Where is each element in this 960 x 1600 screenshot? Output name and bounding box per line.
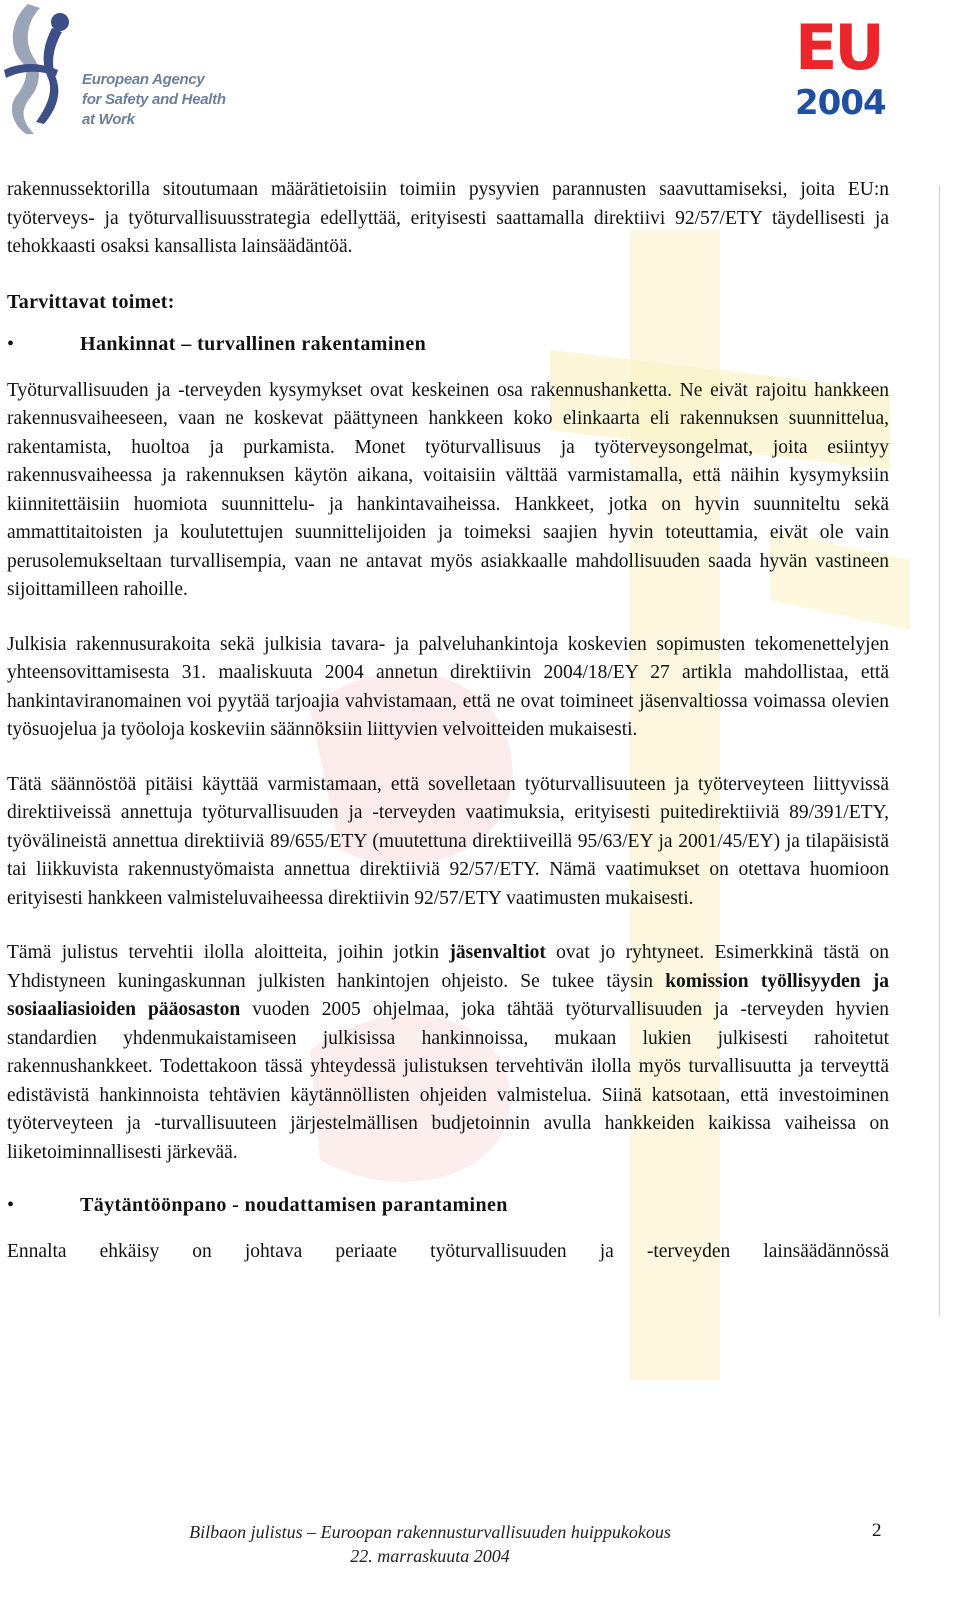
- bullet-heading-procurement: [7, 330, 889, 359]
- footer-title: Bilbaon julistus – Euroopan rakennusturvallisuuden huippukokous: [189, 1522, 671, 1542]
- paragraph-prevention: Ennalta ehkäisy on johtava periaate työturvallisuuden ja -terveyden lainsäädännössä: [7, 1240, 889, 1262]
- paragraph-member-state-initiatives: [7, 939, 889, 1167]
- paragraph-directives-requirements: Tätä säännöstöä pitäisi käyttää varmistamaan, että sovelletaan työturvallisuuteen ja työterveyteen liittyvissä direktiiveissä annettuja työturvallisuuden ja -terveyden vaatimuksia, erityisesti puitedirektiiviä 89/391/ETY, työvälineistä annettua direktiiviä 89/655/ETY (muutettuna direktiiveillä 95/63/EY ja 2001/45/EY) ja tilapäisistä tai liikkuvista rakennustyömaista annettua direktiiviä 92/57/ETY. Nämä vaatimukset on otettava huomioon erityisesti hankkeen valmisteluvaiheessa direktiivin 92/57/ETY vaatimusten mukaisesti.: [7, 773, 889, 909]
- p5-text-c: ovat jo ryhtyneet. Esimerkkinä tästä on Yhdistyneen kuningaskunnan julkisten hankintojen ohjeisto. Se tukee täysin: [7, 942, 890, 992]
- agency-logo: [0, 0, 226, 138]
- bullet-heading-procurement-text: Hankinnat – turvallinen rakentaminen: [80, 333, 427, 355]
- eu-osha-figure-logo-icon: [0, 0, 90, 138]
- p5-bold-commission-dg: komission työllisyyden ja sosiaaliasioiden pääosaston: [7, 970, 889, 1020]
- bullet-icon: •: [7, 333, 15, 355]
- document-body: [7, 176, 889, 1266]
- page-number: 2: [872, 1520, 882, 1541]
- page-footer: [150, 1520, 710, 1568]
- bullet-heading-enforcement-text: Täytäntöönpano - noudattamisen parantaminen: [80, 1194, 508, 1216]
- eu-logo-year: 2004: [795, 83, 886, 123]
- actions-heading: Tarvittavat toimet:: [7, 290, 175, 313]
- paragraph-procurement: Työturvallisuuden ja -terveyden kysymykset ovat keskeinen osa rakennushanketta. Ne eivät rajoitu hankkeen rakennusvaiheeseen, vaan ne koskevat päättyneen hankkeen koko elinkaarta eli rakennuksen suunnittelua, rakentamista, huoltoa ja purkamista. Monet työturvallisuus ja työterveysongelmat, joita esiintyy rakennusvaiheessa ja rakennuksen käytön aikana, voitaisiin välttää varmistamalla, että näihin kysymyksiin kiinnitettäisiin huomiota suunnittelu- ja hankintavaiheissa. Hankkeet, jotka on hyvin suunniteltu sekä ammattitaitoisten ja koulutettujen suunnittelijoiden ja toimeksi saajien hyvin toteuttamia, eivät ole vain perusolemukseltaan turvallisempia, vaan ne antavat myös asiakkaalle mahdollisuuden saada hyvän vastineen sijoittamilleen rahoille.: [7, 379, 889, 600]
- bullet-icon: •: [7, 1194, 15, 1216]
- agency-name-line-1: European Agency: [82, 71, 205, 88]
- paragraph-intro-continuation: rakennussektorilla sitoutumaan määrätietoisiin toimiin pysyvien parannusten saavuttamiseksi, joita EU:n työterveys- ja työturvallisuusstrategia edellyttää, erityisesti saattamalla direktiivi 92/57/ETY täydellisesti ja tehokkaasti osaksi kansallista lainsäädäntöä.: [7, 179, 889, 257]
- footer-date: 22. marraskuuta 2004: [350, 1546, 510, 1566]
- p5-text-e: vuoden 2005 ohjelmaa, joka tähtää työturvallisuuden ja -terveyden hyvien standardien yhdenmukaistamiseen julkisissa hankinnoissa, mukaan lukien julkisesti rahoitetut rakennushankkeet. Todettakoon tässä yhteydessä julistuksen tervehtivän ilolla myös turvallisuutta ja terveyttä edistävistä hankinnoista tehtävien käytännöllisten ohjeiden valmistelua. Siinä katsotaan, että investoiminen työterveyteen ja -turvallisuuteen järjestelmällisen budjetoinnin avulla hankkeiden kaikissa vaiheissa on liiketoiminnallisesti järkevää.: [7, 999, 889, 1163]
- agency-name: [82, 70, 226, 130]
- agency-name-line-3: at Work: [82, 111, 135, 128]
- eu-presidency-logo: [795, 11, 905, 125]
- p5-bold-member-states: jäsenvaltiot: [449, 942, 546, 963]
- p5-text-a: Tämä julistus tervehtii ilolla aloitteita, joihin jotkin: [7, 942, 450, 963]
- bullet-heading-enforcement: [7, 1191, 889, 1220]
- paragraph-directive-2004-18: Julkisia rakennusurakoita sekä julkisia tavara- ja palveluhankintoja koskevien sopimusten tekomenettelyjen yhteensovittamisesta 31. maaliskuuta 2004 annetun direktiivin 2004/18/EY 27 artikla mahdollistaa, että hankintaviranomainen voi pyytää tarjoajia vahvistamaan, että ne ovat toimineet jäsenvaltiossa voimassa olevien työsuojelua ja työoloja koskeviin säännöksiin liittyvien velvoitteiden mukaisesti.: [7, 633, 889, 740]
- right-margin-rule: [939, 186, 940, 1316]
- agency-name-line-2: for Safety and Health: [82, 91, 226, 108]
- eu-logo-word: EU: [795, 11, 882, 84]
